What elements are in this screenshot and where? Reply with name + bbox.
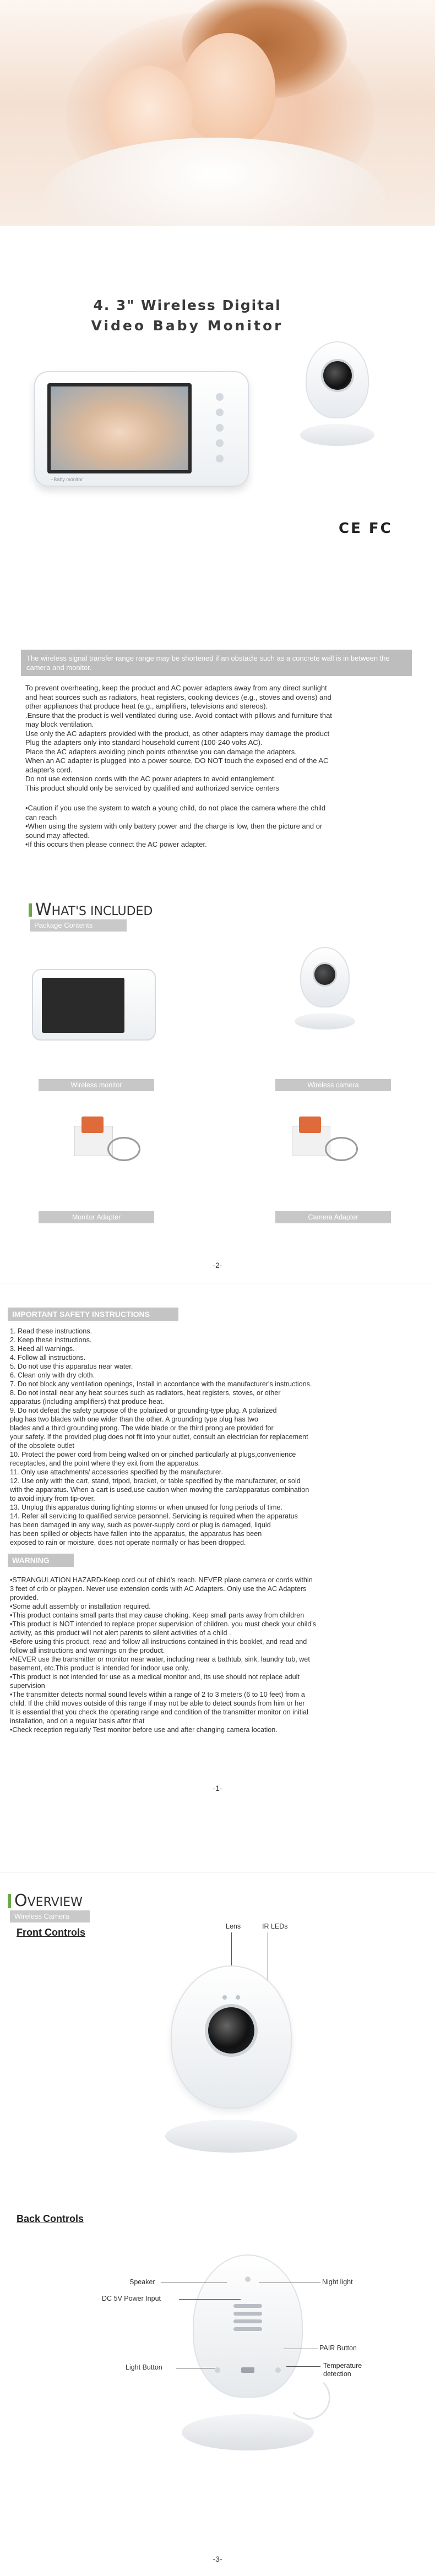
callout-light-button: Light Button	[126, 2363, 162, 2371]
power-note: Plug the adapters only into standard household current (100-240 volts AC).	[25, 738, 263, 747]
safety-line: 11. Only use attachments/ accessories specified by the manufacturer.	[10, 1468, 223, 1476]
night-light	[245, 2277, 251, 2282]
warning-list	[10, 1576, 428, 1734]
hero-photo	[0, 0, 435, 226]
item-label-camera-adapter: Camera Adapter	[275, 1211, 391, 1223]
package-contents-tag: Package Contents	[30, 919, 127, 932]
safety-line: 14. Refer all servicing to qualified service personnel. Servicing is required when the apparatus	[10, 1512, 298, 1520]
safety-line: 13. Unplug this apparatus during lighting storms or when unused for long periods of time.	[10, 1504, 282, 1511]
caution-note: •When using the system with only battery power and the charge is low, then the picture and or	[25, 822, 323, 830]
safety-line: 8. Do not install near any heat sources such as radiators, heat registers, stoves, or other	[10, 1389, 281, 1397]
warning-line: •The transmitter detects normal sound levels within a range of 2 to 3 meters (6 to 10 feet) from a	[10, 1691, 305, 1698]
warning-line: It is essential that you check the operating range and condition of the transmitter monitor on initial	[10, 1708, 308, 1716]
front-controls-title: Front Controls	[17, 1927, 85, 1938]
item-label-monitor-adapter: Monitor Adapter	[39, 1211, 154, 1223]
safety-line: your safety. If the provided plug does not fit into your outlet, consult an electrician for replacement	[10, 1433, 308, 1441]
callout-dc-power: DC 5V Power Input	[102, 2295, 161, 2302]
power-notes	[25, 684, 411, 793]
signal-range-warning: The wireless signal transfer range range may be shortened if an obstacle such as a concrete wall is in between the camera and monitor.	[21, 650, 412, 676]
callout-detection: detection	[323, 2370, 351, 2378]
safety-line: 7. Do not block any ventilation openings, Install in accordance with the manufacturer's instructions.	[10, 1380, 312, 1388]
power-note: Do not use extension cords with the AC power adapters to avoid entanglement.	[25, 775, 276, 783]
caution-notes	[25, 804, 411, 849]
included-camera-image	[295, 947, 355, 1035]
warning-line: follow all instructions and warnings on the product.	[10, 1647, 165, 1654]
camera-lens	[205, 2004, 258, 2057]
safety-line: 6. Clean only with dry cloth.	[10, 1371, 95, 1379]
heading-accent-bar	[8, 1894, 11, 1908]
wireless-camera-tag: Wireless Camera	[10, 1910, 90, 1923]
item-label-monitor: Wireless monitor	[39, 1079, 154, 1091]
safety-line: 12. Use only with the cart, stand, tripod, bracket, or table specified by the manufacturer, or sold	[10, 1477, 301, 1485]
warning-line: installation, and on a regular basis after that	[10, 1717, 145, 1725]
callout-ir-leds: IR LEDs	[262, 1923, 288, 1930]
title-line-1: 4. 3" Wireless Digital	[93, 297, 281, 313]
safety-line: to avoid injury from tip-over.	[10, 1495, 95, 1502]
safety-line: plug has two blades with one wider than the other. A grounding type plug has two	[10, 1415, 258, 1423]
power-note: Use only the AC adapters provided with the product, as other adapters may damage the product	[25, 729, 330, 738]
camera-illustration	[300, 341, 374, 451]
page-number: -2-	[213, 1261, 222, 1270]
title-line-2: Video Baby Monitor	[91, 318, 284, 334]
speaker-grill	[233, 2304, 262, 2308]
power-note: When an AC adapter is plugged into a power source, DO NOT touch the exposed end of the AC	[25, 756, 329, 765]
warning-heading: WARNING	[8, 1554, 74, 1567]
safety-line: has been spilled or objects have fallen into the apparatus, the apparatus has been	[10, 1530, 262, 1538]
safety-line: exposed to rain or moisture. does not operate normally or has been dropped.	[10, 1539, 246, 1546]
monitor-adapter-image	[74, 1120, 140, 1181]
monitor-brand: ~Baby monitor	[51, 477, 83, 482]
ir-led	[222, 1995, 227, 2000]
safety-list	[10, 1327, 428, 1547]
callout-pair-button: PAIR Button	[319, 2344, 357, 2352]
monitor-keypad	[200, 393, 239, 470]
monitor-screen	[47, 383, 192, 473]
hero-mother-face	[182, 33, 275, 143]
power-note: and heat sources such as radiators, heat registers, cooking devices (e.g., stoves and ovens) and	[25, 693, 331, 701]
caution-note: can reach	[25, 813, 57, 821]
warning-line: •Before using this product, read and follow all instructions contained in this booklet, and read and	[10, 1638, 307, 1646]
power-note: Place the AC adapters avoiding pinch points otherwise you can damage the adapters.	[25, 747, 297, 756]
callout-temperature: Temperature	[323, 2362, 362, 2370]
warning-line: •Check reception regularly Test monitor before use and after changing camera location.	[10, 1726, 278, 1734]
safety-heading: IMPORTANT SAFETY INSTRUCTIONS	[8, 1308, 178, 1321]
caution-note: •Caution if you use the system to watch a young child, do not place the camera where the child	[25, 804, 326, 812]
camera-back-view	[182, 2254, 314, 2464]
power-note: To prevent overheating, keep the product and AC power adapters away from any direct sunlight	[25, 684, 327, 692]
callout-night-light: Night light	[322, 2278, 353, 2286]
safety-line: 1. Read these instructions.	[10, 1327, 93, 1335]
page-number: -3-	[213, 2555, 222, 2563]
whats-included-heading: WHAT'S INCLUDED	[29, 900, 153, 919]
warning-line: basement, etc.This product is intended for indoor use only.	[10, 1664, 189, 1672]
callout-speaker: Speaker	[129, 2278, 155, 2286]
dc-port	[241, 2367, 254, 2373]
heading-accent-bar	[29, 903, 32, 917]
warning-line: •STRANGULATION HAZARD-Keep cord out of child's reach. NEVER place camera or cords within	[10, 1576, 313, 1584]
safety-line: of the obsolete outlet	[10, 1442, 74, 1450]
warning-line: •This product contains small parts that may cause choking. Keep small parts away from children	[10, 1611, 304, 1619]
power-note: adapter's cord.	[25, 765, 73, 774]
camera-front-view	[165, 1965, 297, 2164]
camera-lens	[321, 359, 354, 392]
power-note: may block ventilation.	[25, 720, 94, 728]
safety-line: blades and a third grounding prong. The wide blade or the third prong are provided for	[10, 1424, 274, 1432]
warning-line: supervision	[10, 1682, 45, 1690]
safety-line: 9. Do not defeat the safety purpose of the polarized or grounding-type plug. A polarized	[10, 1407, 277, 1414]
ir-led	[236, 1995, 240, 2000]
item-label-camera: Wireless camera	[275, 1079, 391, 1091]
caution-note: •If this occurs then please connect the AC power adapter.	[25, 840, 207, 848]
safety-line: 3. Heed all warnings.	[10, 1345, 75, 1353]
warning-line: 3 feet of crib or playpen. Never use extension cords with AC Adapters. Only use the AC Adapters	[10, 1585, 307, 1593]
power-note: other appliances that produce heat (e.g., amplifiers, televisions and stereos).	[25, 702, 268, 710]
light-button	[215, 2367, 220, 2373]
safety-line: apparatus (including amplifiers) that produce heat.	[10, 1398, 165, 1406]
back-controls-title: Back Controls	[17, 2213, 84, 2224]
pair-button	[275, 2367, 281, 2373]
warning-line: •Some adult assembly or installation required.	[10, 1603, 151, 1610]
certification-marks: CE FC	[339, 520, 393, 537]
page-number: -1-	[213, 1784, 222, 1793]
power-note: This product should only be serviced by qualified and authorized service centers	[25, 783, 280, 792]
power-note: .Ensure that the product is well ventilated during use. Avoid contact with pillows and furniture that	[25, 711, 332, 720]
included-monitor-image	[32, 969, 156, 1041]
safety-line: 4. Follow all instructions.	[10, 1354, 86, 1361]
safety-line: 2. Keep these instructions.	[10, 1336, 92, 1344]
safety-line: 5. Do not use this apparatus near water.	[10, 1363, 133, 1370]
safety-line: 10. Protect the power cord from being walked on or pinched particularly at plugs,convenience	[10, 1451, 296, 1458]
warning-line: •This product is not intended for use as a medical monitor and, its use should not replace adult	[10, 1673, 300, 1681]
caution-note: sound may affected.	[25, 831, 90, 840]
safety-line: has been damaged in any way, such as power-supply cord or plug is damaged, liquid	[10, 1521, 271, 1529]
safety-line: with the apparatus. When a cart is used,use caution when moving the cart/apparatus combination	[10, 1486, 309, 1494]
camera-adapter-image	[292, 1120, 358, 1181]
warning-line: child. If the child moves outside of this range if may not be able to detect sounds from him or her	[10, 1700, 305, 1707]
product-title	[88, 297, 286, 334]
warning-line: •NEVER use the transmitter or monitor near water, including near a bathtub, sink, laundry tub, wet	[10, 1655, 310, 1663]
warning-line: provided.	[10, 1594, 39, 1602]
warning-line: •This product is NOT intended to replace proper supervision of children. you must check your child's	[10, 1620, 317, 1628]
safety-line: receptacles, and the point where they exit from the apparatus.	[10, 1459, 200, 1467]
overview-heading: OVERVIEW	[8, 1891, 83, 1910]
callout-lens: Lens	[226, 1923, 241, 1930]
monitor-illustration	[34, 371, 249, 487]
warning-line: activity, as this product will not alert parents to silent activities of a child .	[10, 1629, 231, 1637]
